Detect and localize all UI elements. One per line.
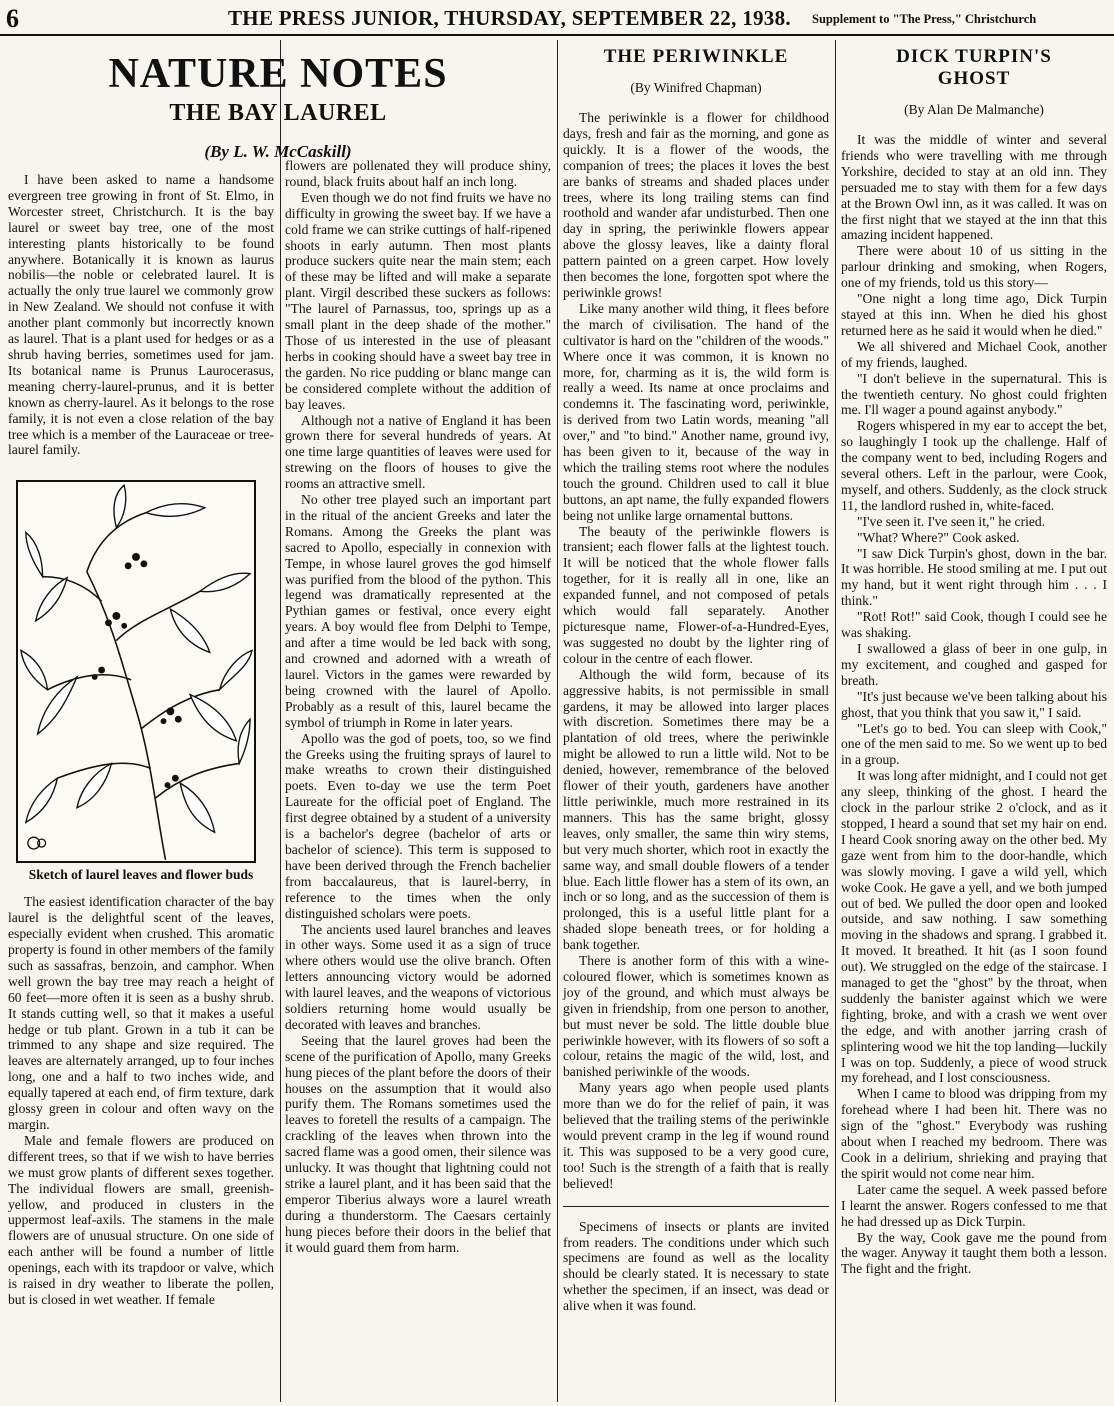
- paragraph: "I don't believe in the supernatural. This is the twentieth century. No ghost could frighten me. I'll wager a pound against anybody.": [841, 370, 1107, 418]
- paragraph: "I saw Dick Turpin's ghost, down in the bar. It was horrible. He stood smiling at me. I put out my hand, but it went right through him . . . I think.": [841, 545, 1107, 609]
- nature-notes-intro: [8, 172, 274, 458]
- illustration-caption: Sketch of laurel leaves and flower buds: [28, 867, 254, 883]
- paragraph: Even though we do not find fruits we have no difficulty in growing the sweet bay. If we have a cold frame we can strike cuttings of half-ripened shoots in early autumn. Then most plants produce suckers quite near the main stem; each of these may be lifted and will make a separate plant. Virgil described these suckers as follows: "The laurel of Parnassus, too, springs up as a small plant in the deep shade of the mother." Those of us interested in the use of pleasant herbs in cooking should have a sweet bay tree in the garden. No rice pudding or blanc mange can be considered complete without the addition of bay leaves.: [285, 189, 551, 412]
- paragraph: It was the middle of winter and several friends who were travelling with me through Yorkshire, decided to stay at an old inn. They persuaded me to stay with them for a few days at the Brown Owl inn, as it was called. It was on the first night that we stayed at the inn that this amazing incident happened.: [841, 132, 1107, 243]
- supplement-note: Supplement to "The Press," Christchurch: [812, 12, 1037, 26]
- dick-turpin-byline: (By Alan De Malmanche): [904, 102, 1044, 117]
- nature-notes-byline: (By L. W. McCaskill): [204, 142, 352, 161]
- paragraph: Rogers whispered in my ear to accept the bet, so laughingly I took up the challenge. Half of the company went to bed, including Rogers and several others. Left in the parlour, were Cook, myself, and others. Suddenly, as the clock struck 11, the landlord rushed in, white-faced.: [841, 418, 1107, 513]
- page-number: 6: [6, 4, 19, 33]
- paragraph: There were about 10 of us sitting in the parlour drinking and smoking, when Rogers, one of my friends, told us this story—: [841, 243, 1107, 291]
- paragraph: When I came to blood was dripping from my forehead where I had been hit. There was no sign of the "ghost." Everybody was rushing about when I reached my bedroom. There was Cook in a delirium, shrieking and praying that the spirit would not come near him.: [841, 1086, 1107, 1181]
- paragraph: "Rot! Rot!" said Cook, though I could see he was shaking.: [841, 609, 1107, 641]
- paragraph: Many years ago when people used plants more than we do for the relief of pain, it was believed that the trailing stems of the periwinkle would prevent cramp in the leg if wound round it. This was supposed to be a very good cure, too! Such is the strength of a faith that is really believed!: [563, 1080, 829, 1191]
- periwinkle-column: [563, 36, 829, 1402]
- nature-notes-heading: NATURE NOTES: [108, 51, 448, 97]
- laurel-illustration: [16, 480, 256, 863]
- paragraph: "Let's go to bed. You can sleep with Cook," one of the men said to me. So we went up to bed in a group.: [841, 720, 1107, 768]
- title-line: DICK TURPIN'S: [896, 46, 1052, 67]
- paragraph: "It's just because we've been talking about his ghost, that you think that you saw it," I said.: [841, 688, 1107, 720]
- paragraph: Apollo was the god of poets, too, so we find the Greeks using the fruiting sprays of laurel to make wreaths to crown their distinguished poets. Even to-day we use the term Poet Laureate for the official poet of England. The first degree obtained by a student of a university is a bachelor's degree (bachelor of arts or bachelor of science). This term is supposed to have been derived through the French bachelier from baccalaureus, that is laurel-berry, in reference to the times when the only distinguished scholars were poets.: [285, 730, 551, 921]
- paragraph: I have been asked to name a handsome evergreen tree growing in front of St. Elmo, in Worcester street, Christchurch. It is the bay laurel or sweet bay tree, one of the most interesting plants historically to be found anywhere. Botanically it is known as laurus nobilis—the noble or celebrated laurel. It is actually the only true laurel we commonly grow in New Zealand. We should not confuse it with another plant commonly but incorrectly known as laurel. That is a plant used for hedges or as a shrub having berries, sometimes used for jam. Its botanical name is Prunus Laurocerasus, meaning cherry-laurel-prunus, and it is better known as cherry-laurel. As it belongs to the rose family, it is not even a close relation of the bay tree which is a member of the Lauraceae or tree-laurel family.: [8, 172, 274, 458]
- nature-notes-continued: [285, 158, 551, 1256]
- paragraph: There is another form of this with a wine-coloured flower, which is sometimes known as joy of the ground, and which must always be given in friendship, from one person to another, but must never be sold. The little double blue periwinkle however, with its flowers of so soft a colour, retains the magic of the wild, lost, and banished periwinkle of the woods.: [563, 953, 829, 1080]
- paragraph: No other tree played such an important part in the ritual of the ancient Greeks and later the Romans. Among the Greeks the plant was sacred to Apollo, especially in connexion with Tempe, in whose laurel groves the god himself was purified from the blood of the python. This legend was dramatically represented at the Pythian games or festival, once every eight years. A boy would flee from Delphi to Tempe, and after a time would be led back with song, and crowned and adorned with a wreath of laurel. Victors in the games were rewarded by being crowned with the laurel of Apollo. Probably as a result of this, laurel became the symbol of triumph in Rome in later years.: [285, 492, 551, 730]
- nature-notes-column-2: [285, 158, 551, 1402]
- dick-turpin-title: [841, 46, 1107, 90]
- periwinkle-byline: (By Winifred Chapman): [630, 80, 762, 95]
- paragraph: I swallowed a glass of beer in one gulp, in my excitement, and coughed and gasped for breath.: [841, 641, 1107, 688]
- paragraph: The ancients used laurel branches and leaves in other ways. Some used it as a sign of truce where others would use the olive branch. Often letters announcing victory would be adorned with laurel leaves, and the weapons of victorious soldiers returning home would usually be decorated with leaves and branches.: [285, 921, 551, 1032]
- paragraph: "What? Where?" Cook asked.: [857, 529, 1020, 545]
- paragraph: Male and female flowers are produced on different trees, so that if we wish to have berries we must grow plants of different sexes together. The individual flowers are small, greenish-yellow, and produced in clusters in the uppermost leaf-axils. The stamens in the male flowers are of unusual structure. On one side of each anther will be found a number of little openings, each with its trapdoor or valve, which is raised in dry weather to liberate the pollen, but is closed in wet weather. If female: [8, 1132, 274, 1307]
- paragraph: It was long after midnight, and I could not get any sleep, thinking of the ghost. I heard the clock in the parlour strike 2 o'clock, and as it stopped, I heard a sound that set my hair on end. I heard Cook snoring away on the other bed. My gaze went from him to the door-handle, which was slowly moving. I gave a wild yell, which woke Cook. He gave a yell, and we both jumped out of bed. We pulled the door open and looked outside, and saw nothing. I saw something moving in the shadows and sprang. I grabbed it. It moved. It breathed. It hit (as I soon found out). We struggled on the edge of the staircase. I managed to get the "ghost" by the throat, when suddenly the banister against which we were fighting, broke, and with a crash we went over the edge, and with another jarring crash of splintering wood we hit the top landing—luckily I was on top. Suddenly, a piece of wood struck my forehead, and I lost consciousness.: [841, 768, 1107, 1086]
- paragraph: The periwinkle is a flower for childhood days, fresh and fair as the morning, and gone as quickly. It is a flower of the woods, the companion of trees; the places it loves the best are banks of streams and shaded places under trees, where its long trailing stems can find roothold and wander afar undisturbed. Then one day in spring, the periwinkle flowers appear above the glossy leaves, like a dainty floral pattern painted on a green carpet. How lovely then becomes the lone, forgotten spot where the periwinkle grows!: [563, 110, 829, 300]
- paragraph: By the way, Cook gave me the pound from the wager. Anyway it taught them both a lesson. The fight and the fright.: [841, 1229, 1107, 1277]
- paragraph: Seeing that the laurel groves had been the scene of the purification of Apollo, many Greeks hung pieces of the plant before the doors of their houses on the assumption that it would also purify them. The Romans sometimes used the leaves to foretell the results of a campaign. The crackling of the leaves when thrown into the sacred flame was a good omen, their silence was unlucky. It was thought that lightning could not strike a laurel plant, and it has been said that the emperor Tiberius always wore a laurel wreath during a thunderstorm. The Caesars certainly hung pieces before their doors in the belief that it would guard them from harm.: [285, 1032, 551, 1255]
- section-divider: [563, 1206, 829, 1207]
- title-line: GHOST: [937, 68, 1011, 89]
- column-rule: [557, 40, 558, 1402]
- paragraph: Although the wild form, because of its aggressive habits, is not permissible in small gardens, it may be allowed into larger places with discretion. Sometimes there may be a plantation of old trees, where the periwinkle might be allowed to run a little wild. Not to be denied, however, remembrance of the beloved flower of their youth, gardeners have another little periwinkle, much more restrained in its manners. This has the same bright, glossy leaves, only smaller, the same thin wiry stems, but very much shorter, which root in exactly the same way, and small double flowers of a tender blue. Each little flower has a stem of its own, an inch or so long, and as the succession of them is prolonged, this is a useful little plant for a shaded slope beneath trees, or for holding a bank together.: [563, 666, 829, 953]
- column-rule: [280, 40, 281, 1402]
- specimens-notice: [563, 1219, 829, 1314]
- paragraph: "I've seen it. I've seen it," he cried.: [857, 513, 1046, 529]
- paragraph: Like many another wild thing, it flees before the march of civilisation. The hand of the cultivator is hard on the "children of the woods." Where once it was common, it is known no more, for, charming as it is, the wild form is really a weed. Its name at once proclaims and condemns it. The fascinating word, periwinkle, is derived from two Latin words, meaning "all over," and "to bind." Another name, ground ivy, has been given to it, because of the way in which the trailing stems root where the nodules touch the ground. Children used to call it blue buttons, an apt name, the fully expanded flowers being not unlike large ornamental buttons.: [563, 300, 829, 523]
- periwinkle-article: [563, 110, 829, 1192]
- periwinkle-title: THE PERIWINKLE: [603, 46, 789, 67]
- bay-laurel-subheading: THE BAY LAUREL: [169, 100, 387, 126]
- dick-turpin-story: [841, 132, 1107, 1277]
- paragraph: Later came the sequel. A week passed before I learnt the answer. Rogers confessed to me that he had dressed up as Dick Turpin.: [841, 1181, 1107, 1229]
- laurel-sketch-icon: [18, 482, 254, 861]
- paragraph: Although not a native of England it has been grown there for several hundreds of years. At one time large quantities of leaves were used for strewing on the floors of houses to give the rooms an attractive smell.: [285, 412, 551, 492]
- newspaper-masthead: THE PRESS JUNIOR, THURSDAY, SEPTEMBER 22, 1938.: [228, 6, 791, 30]
- paragraph: The easiest identification character of the bay laurel is the delightful scent of the leaves, especially evident when crushed. This aromatic property is found in other members of the family such as sassafras, benzoin, and camphor. When well grown the bay tree may reach a height of 60 feet—more often it is seen as a bushy shrub. It stands cutting well, so that it makes a useful hedge or tub plant. Grown in a tub it can be trimmed to any shape and size required. The leaves are alternately arranged, up to four inches long, one and a half to two inches wide, and equally tapered at each end, of firm texture, dark glossy green in colour and often wavy on the margin.: [8, 894, 274, 1132]
- page-header: [0, 0, 1114, 36]
- column-rule: [835, 40, 836, 1402]
- dick-turpin-column: [841, 36, 1107, 1402]
- paragraph: The beauty of the periwinkle flowers is transient; each flower falls at the lightest touch. It will be noticed that the whole flower falls together, for it is really all in one, like an expanded funnel, and not composed of petals which would fall separately. Another picturesque name, Flower-of-a-Hundred-Eyes, was suggested no doubt by the lighter ring of colour in the centre of each flower.: [563, 523, 829, 666]
- paragraph: flowers are pollenated they will produce shiny, round, black fruits about half an inch long.: [285, 158, 551, 189]
- paragraph: We all shivered and Michael Cook, another of my friends, laughed.: [841, 338, 1107, 370]
- paragraph: "One night a long time ago, Dick Turpin stayed at this inn. When he died his ghost returned here as he said it would when he died.": [841, 291, 1107, 338]
- paragraph: Specimens of insects or plants are invited from readers. The conditions under which such specimens are found as well as the locality should be clearly stated. It is necessary to state whether the specimen, if an insect, was dead or alive when it was found.: [563, 1218, 829, 1314]
- nature-notes-lower-text: [8, 894, 274, 1308]
